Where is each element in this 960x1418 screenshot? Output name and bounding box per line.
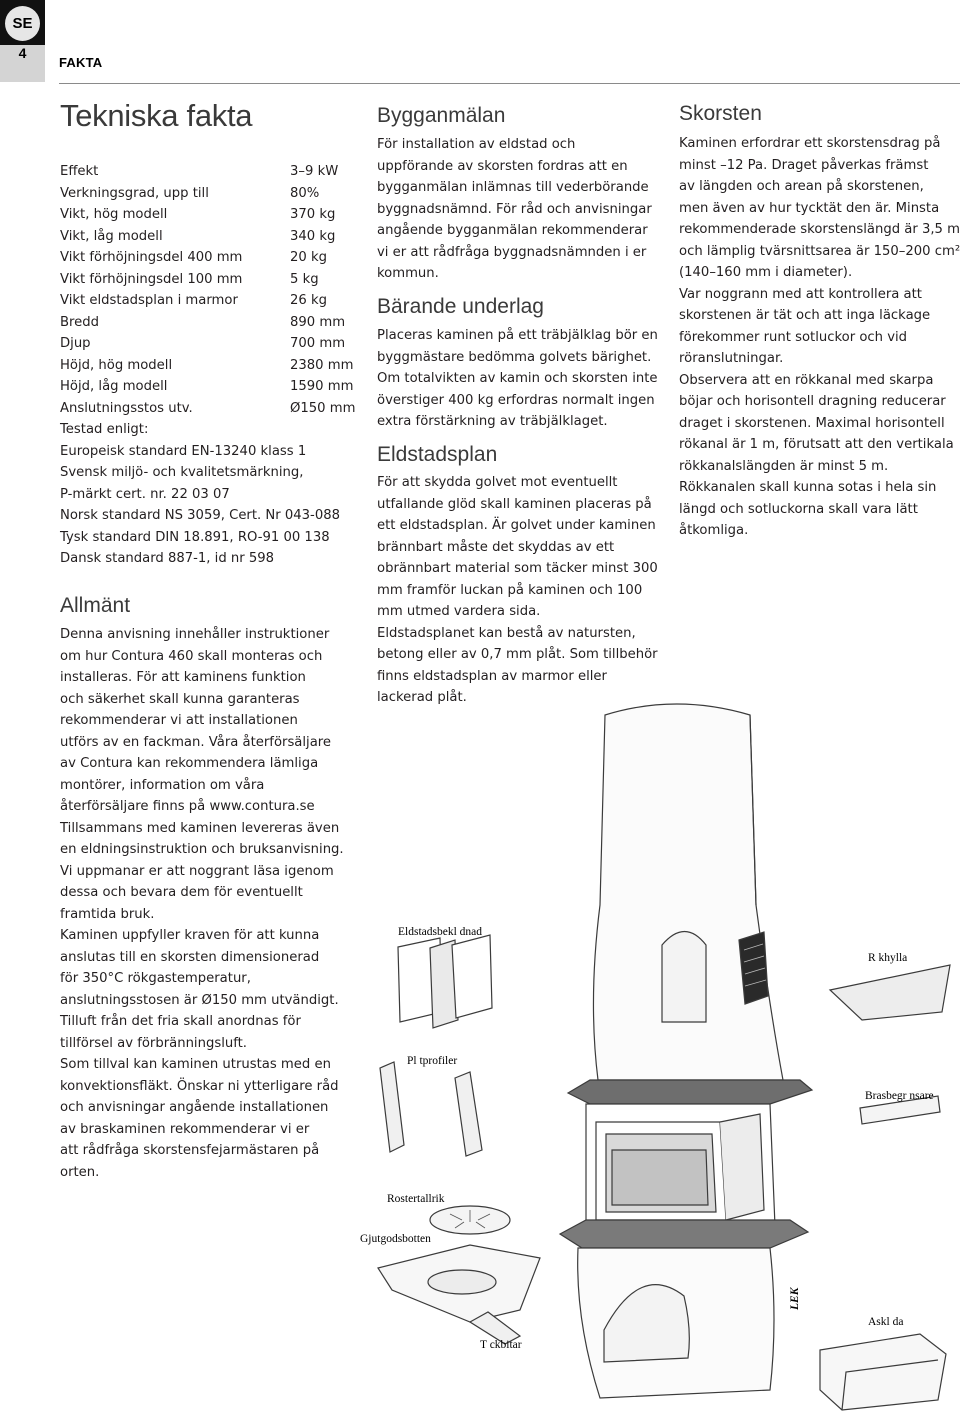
spec-label: Vikt, låg modell — [60, 228, 163, 244]
spec-value: 26 kg — [290, 293, 327, 308]
stove-top-plate — [568, 1080, 812, 1104]
text-line: Placeras kaminen på ett träbjälklag bör en — [377, 328, 658, 343]
spec-label: Höjd, låg modell — [60, 379, 168, 394]
text-line: för 350°C rökgastemperatur, — [60, 971, 251, 986]
text-line: Europeisk standard EN-13240 klass 1 — [60, 443, 307, 459]
spec-value: Ø150 mm — [290, 400, 356, 416]
label-rokhylla: R khylla — [868, 952, 908, 964]
spec-label: Vikt, hög modell — [60, 207, 168, 222]
text-line: men även av hur tycktät den är. Minsta — [679, 200, 940, 216]
text-line: Rökkanalen skall kunna sotas i hela sin — [679, 480, 937, 495]
text-line: böjar och horisontell dragning reducerar — [679, 394, 946, 409]
text-line: rekommenderar vi att installationen — [60, 713, 298, 728]
stove-hearth-plate — [560, 1220, 808, 1248]
text-line: längd och sotluckorna skall vara lätt — [679, 501, 918, 517]
text-line: extra förstärkning av träbjälklaget. — [377, 414, 608, 429]
label-brasbegransare: Brasbegr nsare — [865, 1090, 934, 1102]
text-line: utförs av en fackman. Våra återförsäljare — [60, 734, 332, 750]
text-line: Tysk standard DIN 18.891, RO-91 00 138 — [60, 529, 330, 545]
text-line: om hur Contura 460 skall monteras och — [60, 648, 323, 664]
label-eldstadsbekladnad: Eldstadsbekl dnad — [398, 926, 482, 938]
text-line: betong eller av 0,7 mm plåt. Som tillbehör — [377, 647, 658, 662]
text-line: överstiger 400 kg erfordras normalt ingen — [377, 392, 655, 408]
label-lek: LEK — [789, 1287, 801, 1310]
spec-label: Vikt förhöjningsdel 400 mm — [60, 250, 243, 265]
text-line: installeras. För att kaminens funktion — [60, 670, 306, 685]
text-line: och anvisningar angående installationen — [60, 1100, 329, 1115]
text-line: anslutningsstosen är Ø150 mm utvändigt. — [60, 992, 339, 1008]
text-line: mm framför luckan på kaminen och 100 — [377, 582, 643, 598]
spec-value: 3–9 kW — [290, 164, 339, 179]
text-line: finns eldstadsplan av marmor eller — [377, 668, 607, 684]
text-line: och säkerhet skall kunna garanteras — [60, 691, 300, 707]
spec-value: 890 mm — [290, 314, 346, 330]
page-title: Tekniska fakta — [60, 98, 253, 133]
barande-heading: Bärande underlag — [377, 295, 544, 318]
text-line: angående bygganmälan rekommenderar — [377, 223, 648, 238]
text-line: Observera att en rökkanal med skarpa — [679, 372, 934, 388]
text-line: Norsk standard NS 3059, Cert. Nr 043-088 — [60, 508, 340, 523]
text-line: uppförande av skorsten fordras att en — [377, 158, 628, 174]
metal-profile-1 — [380, 1062, 404, 1152]
text-line: orten. — [60, 1164, 100, 1180]
text-line: röranslutningar. — [679, 351, 784, 366]
text-line: Tillsammans med kaminen levereras även — [60, 820, 340, 836]
language-badge: SE — [5, 6, 40, 41]
spec-value: 20 kg — [290, 250, 327, 265]
text-line: dessa och bevara dem för eventuellt — [60, 885, 303, 900]
spec-label: Effekt — [60, 164, 99, 179]
ash-drawer — [820, 1334, 946, 1410]
eldstadsplan-heading: Eldstadsplan — [377, 443, 498, 466]
text-line: Vi uppmanar er att noggrant läsa igenom — [60, 863, 334, 879]
text-line: och lämplig tvärsnittsarea är 150–200 cm² — [679, 243, 960, 259]
text-line: Svensk miljö- och kvalitetsmärkning, — [60, 465, 304, 480]
text-line: byggnadsnämnd. För råd och anvisningar — [377, 201, 652, 217]
skorsten-heading: Skorsten — [679, 102, 762, 125]
text-line: ett eldstadsplan. Är golvet under kaminen — [377, 518, 656, 533]
text-line: åtkomliga. — [679, 523, 749, 538]
text-line: Denna anvisning innehåller instruktioner — [60, 627, 330, 642]
spec-label: Bredd — [60, 314, 100, 330]
text-line: framtida bruk. — [60, 906, 155, 922]
label-platprofiler: Pl tprofiler — [407, 1055, 458, 1067]
spec-value: 80% — [290, 185, 320, 201]
text-line: rökkanalslängden är minst 5 m. — [679, 458, 889, 474]
text-line: byggmästare bedömma golvets bärighet. — [377, 349, 652, 365]
text-line: en eldningsinstruktion och bruksanvisning. — [60, 842, 344, 857]
text-line: rekommenderade skorstenslängd är 3,5 m — [679, 222, 960, 237]
label-asklada: Askl da — [868, 1316, 904, 1328]
text-line: kommun. — [377, 266, 439, 281]
text-line: Eldstadsplanet kan bestå av natursten, — [377, 625, 636, 641]
text-line: brännbart måste det skyddas av ett — [377, 539, 615, 555]
text-line: Kaminen erfordrar ett skorstensdrag på — [679, 136, 941, 151]
text-line: För att skydda golvet mot eventuellt — [377, 475, 618, 490]
spec-label: Höjd, hög modell — [60, 357, 173, 373]
lining-panel-3 — [452, 935, 492, 1018]
text-line: Dansk standard 887-1, id nr 598 — [60, 551, 275, 566]
metal-profile-2 — [455, 1072, 482, 1156]
text-line: draget i skorstenen. Maximal horisontell — [679, 415, 945, 431]
text-line: mm utmed vardera sida. — [377, 604, 541, 619]
page-number: 4 — [18, 45, 27, 61]
spec-value: 340 kg — [290, 228, 336, 244]
text-line: av längden och arean på skorstenen, — [679, 179, 924, 194]
spec-label: Anslutningsstos utv. — [60, 400, 193, 416]
allmant-heading: Allmänt — [60, 594, 131, 617]
spec-label: Vikt eldstadsplan i marmor — [60, 293, 238, 308]
text-line: rökanal är 1 m, förutsatt att den vertikala — [679, 437, 954, 452]
stove-chimney — [593, 704, 783, 1080]
text-line: Som tillval kan kaminen utrustas med en — [60, 1057, 331, 1072]
text-line: skorstenen är tät och att inga läckage — [679, 308, 931, 323]
text-line: Kaminen uppfyller kraven för att kunna — [60, 928, 320, 943]
spec-value: 370 kg — [290, 207, 336, 222]
text-line: tillförsel av förbränningsluft. — [60, 1035, 247, 1051]
section-label: FAKTA — [59, 55, 103, 70]
text-line: Testad enligt: — [60, 422, 149, 437]
spec-value: 1590 mm — [290, 379, 354, 394]
spec-value: 5 kg — [290, 271, 319, 287]
text-line: konvektionsfläkt. Önskar ni ytterligare råd — [60, 1078, 339, 1094]
stove-niche — [662, 932, 706, 1023]
label-gjutgodsbotten: Gjutgodsbotten — [360, 1233, 431, 1245]
text-line: återförsäljare finns på www.contura.se — [60, 799, 315, 814]
spec-value: 2380 mm — [290, 357, 354, 373]
spec-value: 700 mm — [290, 336, 346, 351]
text-line: förekommer runt sotluckor och vid — [679, 329, 908, 345]
text-line: Var noggrann med att kontrollera att — [679, 286, 922, 302]
text-line: av Contura kan rekommendera lämliga — [60, 756, 319, 771]
text-line: För installation av eldstad och — [377, 137, 576, 152]
text-line: vi er att rådfråga byggnadsnämnden i er — [377, 244, 647, 260]
text-line: bygganmälan inlämnas till vederbörande — [377, 180, 649, 195]
text-line: obrännbart material som täcker minst 300 — [377, 561, 658, 576]
spec-label: Djup — [60, 336, 91, 351]
text-line: (140–160 mm i diameter). — [679, 265, 853, 280]
bygganmalan-heading: Bygganmälan — [377, 104, 506, 127]
text-line: anslutas till en skorsten dimensionerad — [60, 949, 320, 965]
text-line: utfallande glöd skall kaminen placeras på — [377, 496, 652, 512]
text-line: av braskaminen rekommenderar vi er — [60, 1121, 310, 1137]
text-line: lackerad plåt. — [377, 690, 467, 705]
text-line: P-märkt cert. nr. 22 03 07 — [60, 486, 230, 502]
text-line: Tilluft från det fria skall anordnas för — [60, 1014, 301, 1029]
text-line: minst –12 Pa. Draget påverkas främst — [679, 157, 929, 173]
spec-label: Verkningsgrad, upp till — [60, 185, 209, 201]
label-rostertallrik: Rostertallrik — [387, 1193, 445, 1205]
text-line: att rådfråga skorstensfejarmästaren på — [60, 1143, 320, 1158]
spec-label: Vikt förhöjningsdel 100 mm — [60, 271, 243, 287]
text-line: montörer, information om våra — [60, 777, 265, 793]
smoke-shelf — [830, 965, 950, 1020]
label-tackbitar: T ckbitar — [480, 1339, 522, 1351]
text-line: Om totalvikten av kamin och skorsten inte — [377, 371, 658, 386]
